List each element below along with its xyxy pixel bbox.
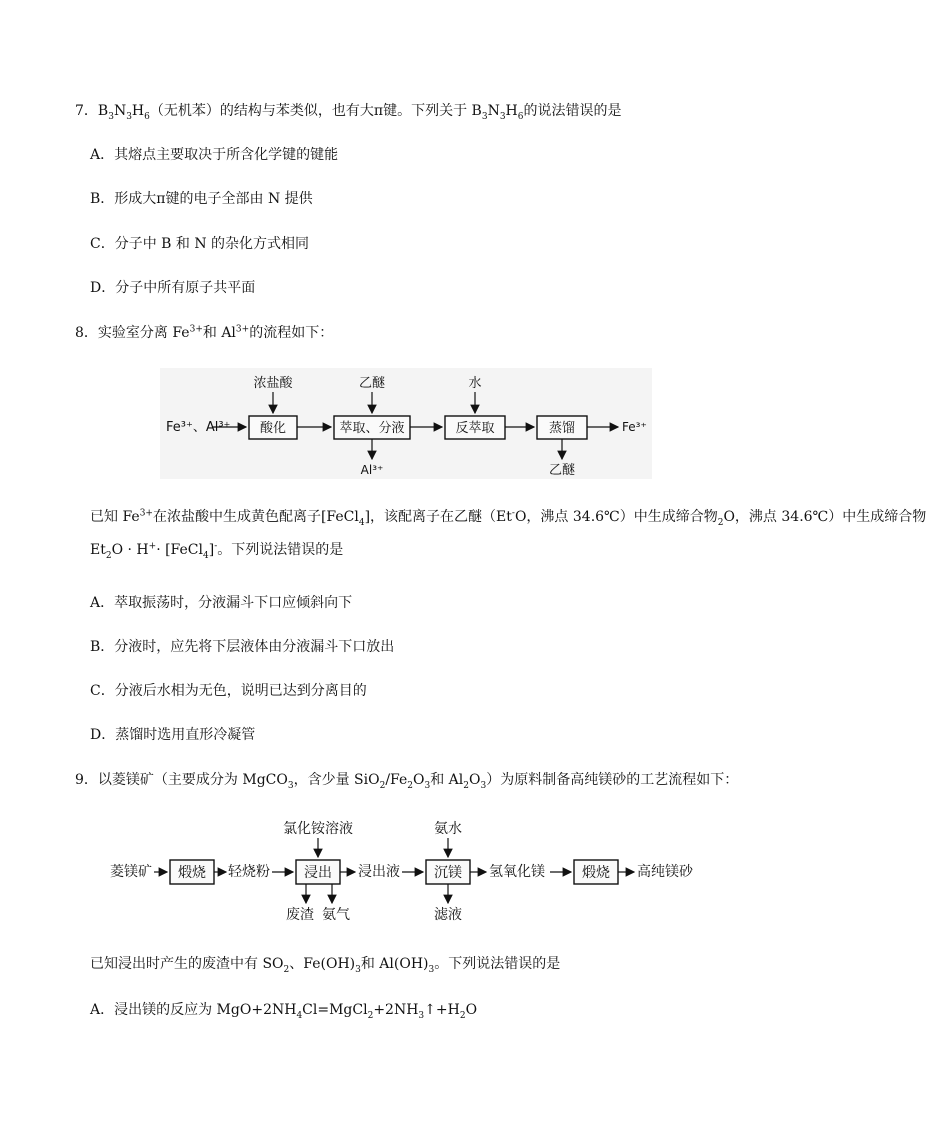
q8-box-extract-label: 萃取、分液 xyxy=(339,421,405,436)
q8-box-distill-label: 蒸馏 xyxy=(548,421,576,436)
q9-end-label: 高纯镁砂 xyxy=(637,864,693,880)
q8-note-line2: $Et_2O \cdot H^+\cdot$ [FeCl$_4$]-。下列说法错误的是 xyxy=(90,541,344,561)
q8-bottom-al: Al³⁺ xyxy=(360,463,384,477)
q8-top-ether: 乙醚 xyxy=(358,376,386,391)
q9-box-calcine1-label: 煅烧 xyxy=(178,865,206,881)
q8-box-acidify-label: 酸化 xyxy=(259,421,287,436)
q8-flow-diagram xyxy=(160,368,652,479)
q8-option-d: D．蒸馏时选用直形冷凝管 xyxy=(90,727,256,743)
q9-top-ammonia: 氨水 xyxy=(434,821,462,837)
q9-start-label: 菱镁矿 xyxy=(110,864,152,880)
q9-box-leach-label: 浸出 xyxy=(304,865,332,881)
q8-input-label: Fe³⁺、Al³⁺ xyxy=(166,420,231,435)
q7-option-b: B．形成大π键的电子全部由 N 提供 xyxy=(90,191,313,207)
q8-option-c: C．分液后水相为无色，说明已达到分离目的 xyxy=(90,683,367,699)
q7-option-a: A．其熔点主要取决于所含化学键的键能 xyxy=(90,147,339,163)
q9-box-precipitate-label: 沉镁 xyxy=(434,865,462,881)
q7-option-d: D．分子中所有原子共平面 xyxy=(90,280,256,296)
q9-bottom-filtrate: 滤液 xyxy=(434,907,462,923)
q8-note-line1: 已知 $Fe^{3+}$在浓盐酸中生成黄色配离子[FeCl$_4$]，该配离子在乙醚（Et-O，沸点 34.6℃）中生成缔合物$_2$O，沸点 34.6℃）中生成缔合物 xyxy=(90,508,926,528)
q8-option-b: B．分液时，应先将下层液体由分液漏斗下口放出 xyxy=(90,639,395,655)
q9-bottom-waste: 废渣 xyxy=(286,907,314,923)
q9-mid-mgoh2: 氢氧化镁 xyxy=(489,864,545,880)
q9-stem: 9．以菱镁矿（主要成分为 MgCO$_3$，含少量 $SiO_2/Fe_2O_3$和 $Al_2O_3$）为原料制备高纯镁砂的工艺流程如下： xyxy=(75,772,739,791)
q9-flow-diagram xyxy=(110,812,710,924)
q9-box-calcine2-label: 煅烧 xyxy=(582,865,610,881)
q8-option-a: A．萃取振荡时，分液漏斗下口应倾斜向下 xyxy=(90,595,353,611)
q8-top-hcl: 浓盐酸 xyxy=(253,376,293,391)
q9-mid-leachate: 浸出液 xyxy=(358,864,400,880)
q9-top-nh4cl: 氯化铵溶液 xyxy=(283,821,353,837)
q7-stem: 7．$B_3N_3H_6$（无机苯）的结构与苯类似，也有大π键。下列关于 $B_3N_3H_6$的说法错误的是 xyxy=(75,103,622,122)
q9-option-a: A．浸出镁的反应为 $MgO+2NH_4Cl=MgCl_2+2NH_3↑+H_2O$ xyxy=(90,1002,478,1021)
q8-stem: 8．实验室分离 $Fe^{3+}$和 $Al^{3+}$的流程如下： xyxy=(75,324,334,341)
q7-option-c: C．分子中 B 和 N 的杂化方式相同 xyxy=(90,236,310,252)
q8-top-water: 水 xyxy=(468,376,482,391)
q8-output-label: Fe³⁺ xyxy=(622,420,647,434)
q9-note: 已知浸出时产生的废渣中有 $SO_2$、$Fe(OH)_3$和 $Al(OH)_3$。下列说法错误的是 xyxy=(90,956,561,975)
q8-bottom-ether: 乙醚 xyxy=(548,463,576,478)
q8-box-back-extract-label: 反萃取 xyxy=(455,421,495,436)
q9-bottom-ammonia-gas: 氨气 xyxy=(322,907,350,923)
q9-mid-light-powder: 轻烧粉 xyxy=(228,864,270,880)
